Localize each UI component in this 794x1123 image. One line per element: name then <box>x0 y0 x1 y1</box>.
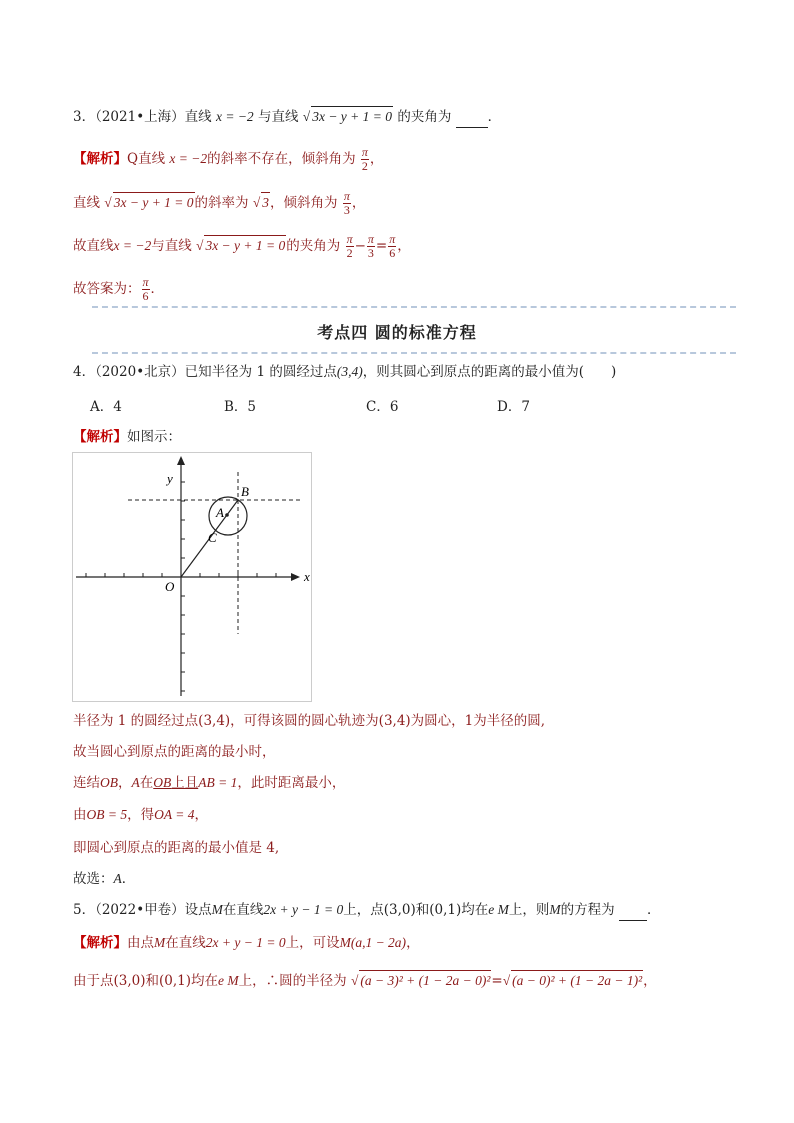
section-divider-top <box>92 306 736 308</box>
q4-solution-step-2: 故当圆心到原点的距离的最小时， <box>73 744 276 760</box>
section-title: 考点四 圆的标准方程 <box>317 323 477 342</box>
label-o: O <box>165 579 175 594</box>
q5-solution-line-1: 【解析】由点M在直线2x + y − 1 = 0上，可设M(a,1 − 2a)， <box>73 935 420 951</box>
y-axis-arrow <box>177 456 185 465</box>
fraction-pi-3: $\frac{\pi}{3}$ <box>343 189 350 217</box>
q4-answer: 故选：A． <box>73 871 136 887</box>
q3-solution-line-3: 故直线x = −2与直线 √ 3x − y + 1 = 0的夹角为 $\frac{\pi}{2}$ − $\frac{\pi}{3}$ = $\frac{\pi}{6}$ ， <box>73 232 411 260</box>
q4-solution-intro: 【解析】如图示： <box>73 429 181 445</box>
q5-solution-line-2: 由于点(3,0)和(0,1)均在e M上，∴圆的半径为 √ (a − 3)² + (1 − 2a − 0)²=√ (a − 0)² + (1 − 2a − 1)²， <box>73 970 657 991</box>
option-c: C．6 <box>366 399 399 415</box>
option-d: D．7 <box>497 399 530 415</box>
q4-solution-step-5: 即圆心到原点的距离的最小值是 4, <box>73 840 280 856</box>
fraction-pi-2: $\frac{\pi}{2}$ <box>361 145 368 173</box>
q4-solution-step-4: 由OB = 5，得OA = 4， <box>73 807 208 823</box>
answer-blank <box>619 900 647 921</box>
x-axis-arrow <box>291 573 300 581</box>
option-a: A．4 <box>90 399 122 415</box>
q3-solution-line-1: 【解析】Q直线 x = −2的斜率不存在，倾斜角为 $\frac{\pi}{2}$ ， <box>73 145 384 173</box>
label-c: C <box>208 530 217 545</box>
q4-solution-step-1: 半径为 1 的圆经过点(3,4)，可得该圆的圆心轨迹为(3,4)为圆心，1为半径的圆, <box>73 713 546 729</box>
point-a <box>225 513 229 517</box>
label-b: B <box>241 484 249 499</box>
label-x: x <box>304 569 310 584</box>
q3-answer: 故答案为： $\frac{\pi}{6}$ ． <box>73 275 165 303</box>
option-b: B．5 <box>224 399 257 415</box>
coordinate-figure <box>72 452 312 702</box>
q4-stem: 4．（2020•北京）已知半径为 1 的圆经过点(3,4)，则其圆心到原点的距离的最小值为( ) <box>73 364 617 380</box>
q4-solution-step-3: 连结OB，A在OB上且AB = 1，此时距离最小， <box>73 775 346 791</box>
q3-stem: 3．（2021•上海）直线 x = −2 与直线 √ 3x − y + 1 = 0 的夹角为 ． <box>73 106 501 128</box>
q3-solution-line-2: 直线 √ 3x − y + 1 = 0的斜率为 √ 3，倾斜角为 $\frac{\pi}{3}$ ， <box>73 189 366 217</box>
label-a: A <box>216 505 224 520</box>
label-y: y <box>167 471 173 486</box>
section-divider-bottom <box>92 352 736 354</box>
q5-stem: 5．（2022•甲卷）设点M在直线2x + y − 1 = 0上，点(3,0)和(0,1)均在e M上，则M的方程为 ． <box>73 900 660 921</box>
answer-blank <box>456 107 488 128</box>
